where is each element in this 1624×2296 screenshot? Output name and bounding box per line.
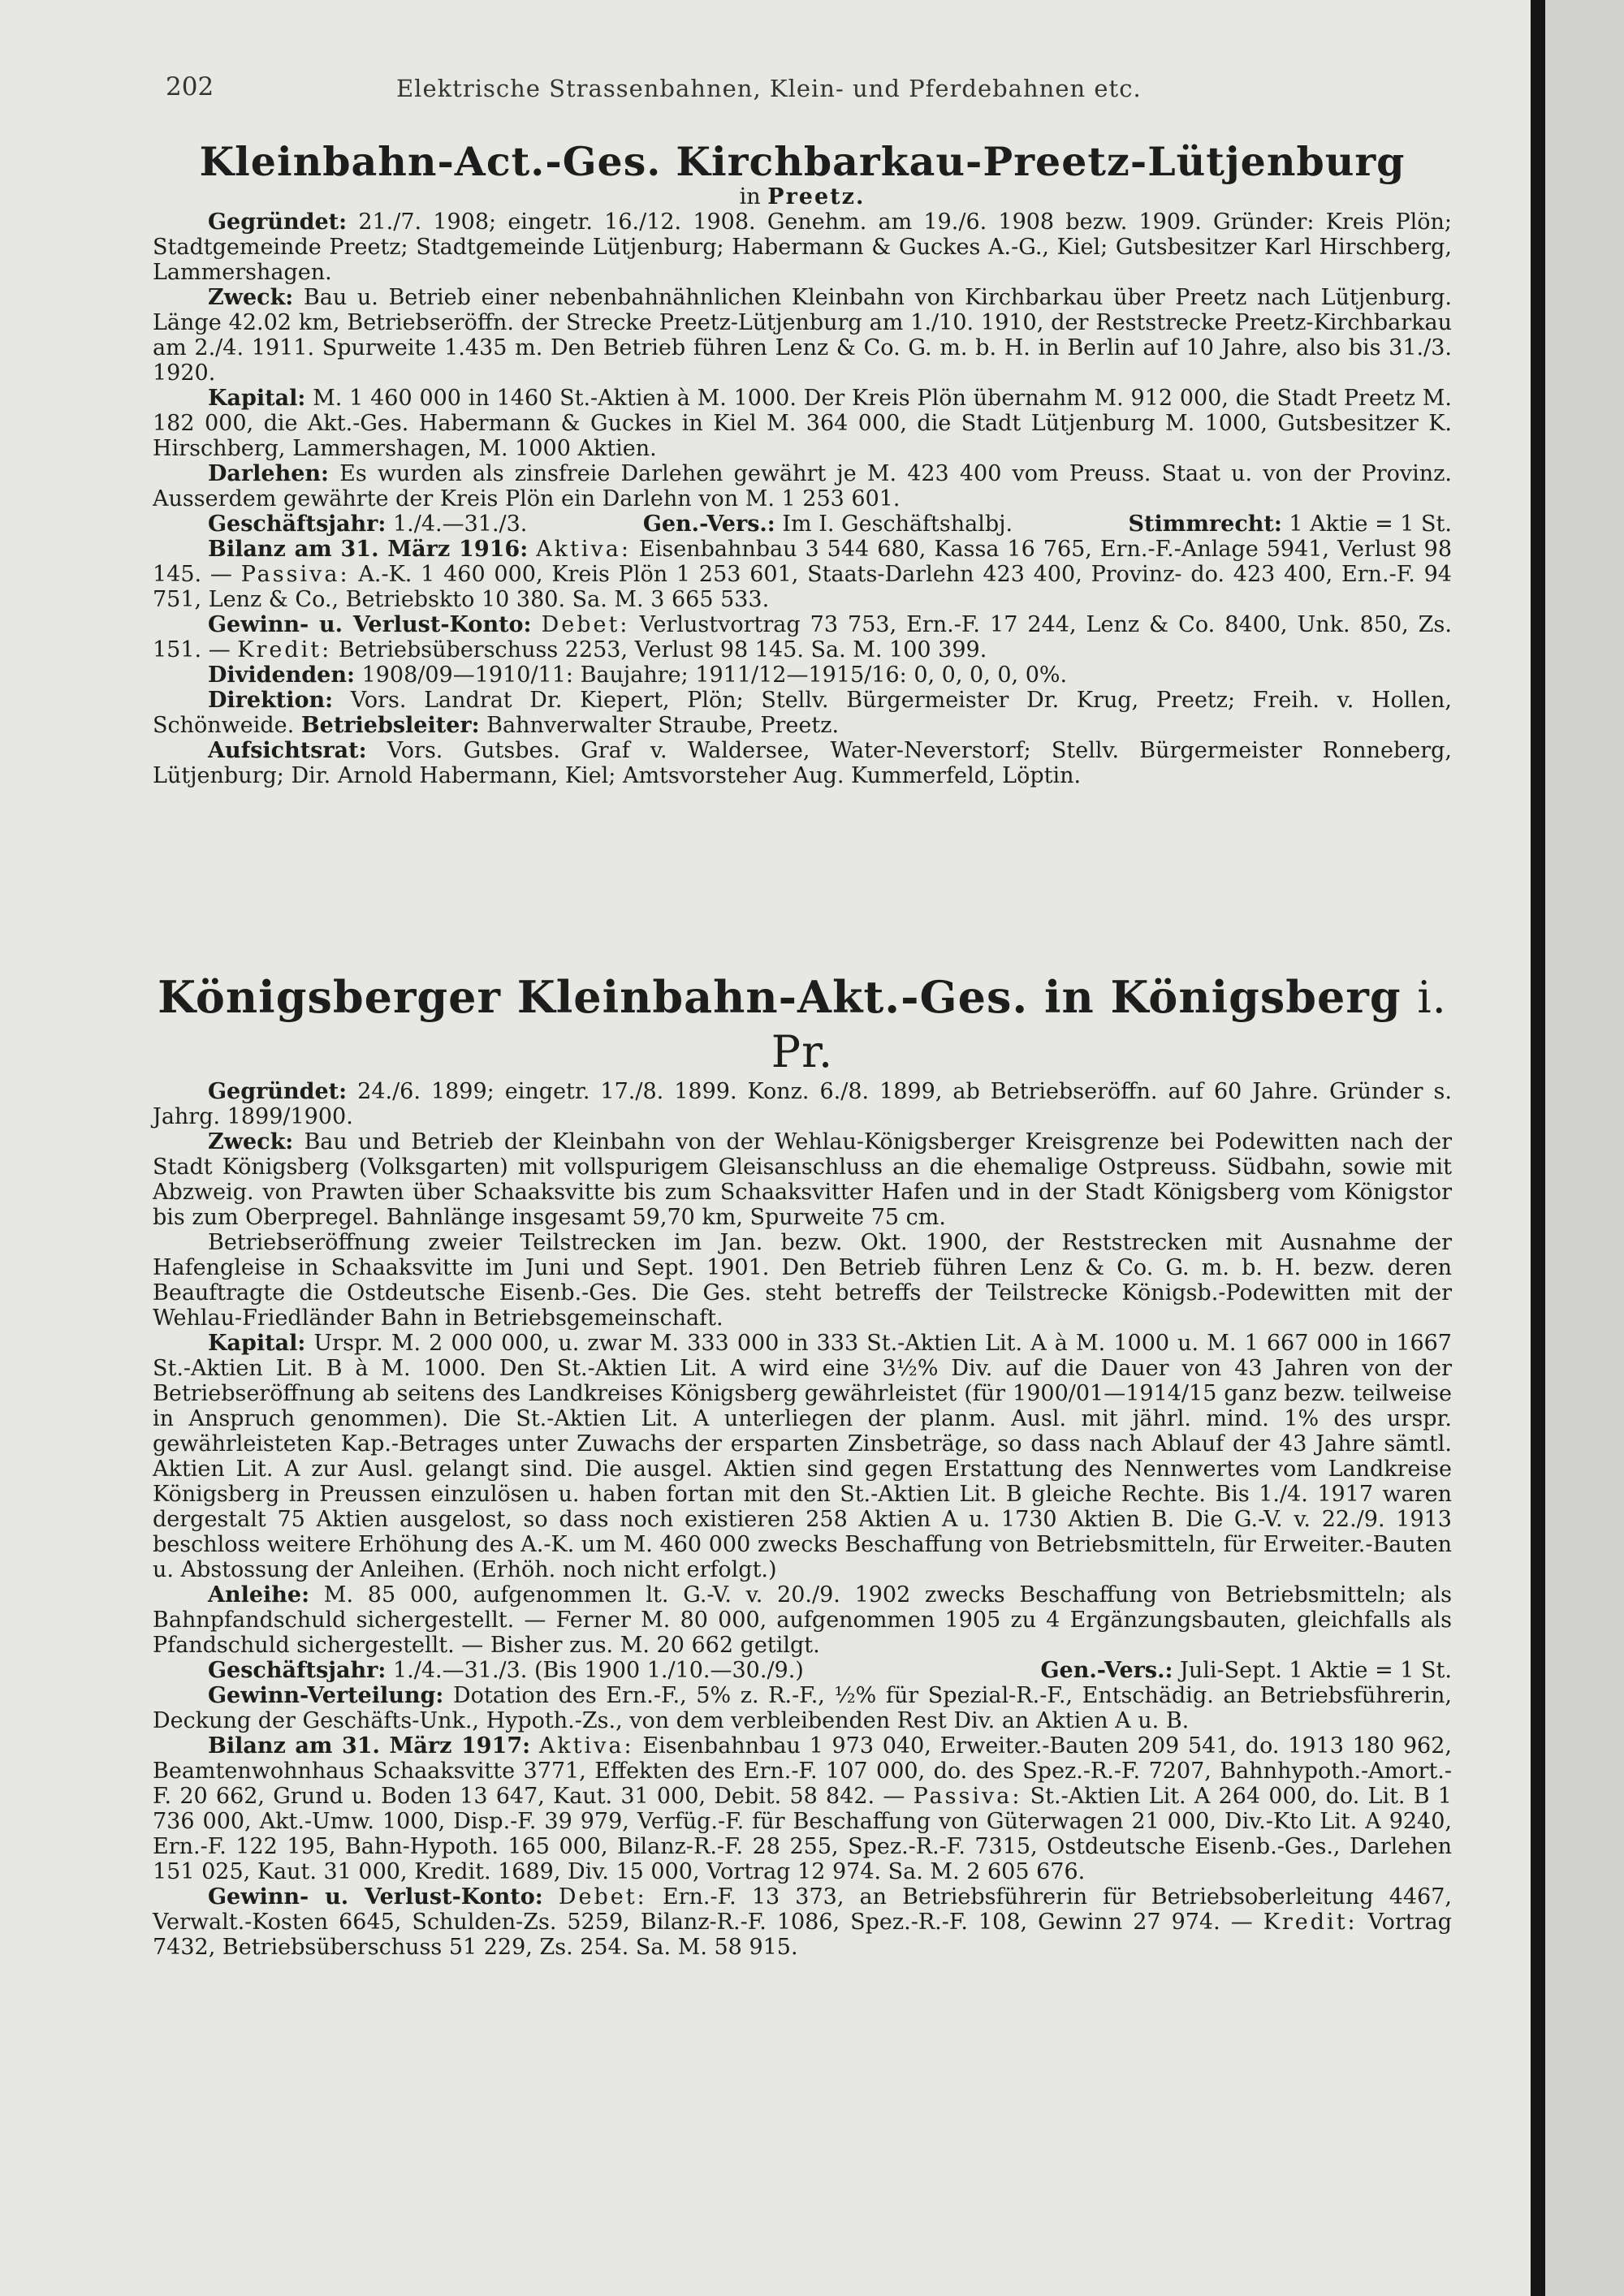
loans-paragraph: Darlehen: Es wurden als zinsfreie Darlehen gewährt je M. 423 400 vom Preuss. Staat u. von der Provinz. Ausserdem gewährte der Kreis Plön ein Darlehn von M. 1 253 601. (153, 461, 1452, 511)
location-name: Preetz. (767, 184, 866, 209)
founded-paragraph: Gegründet: 24./6. 1899; eingetr. 17./8. 1899. Konz. 6./8. 1899, ab Betriebseröffn. auf 60 Jahre. Gründer s. Jahrg. 1899/1900. (153, 1079, 1452, 1129)
purpose-paragraph: Zweck: Bau u. Betrieb einer nebenbahnähnlichen Kleinbahn von Kirchbarkau über Preetz nach Lütjenburg. Länge 42.02 km, Betriebseröffn. der Strecke Preetz-Lütjenburg am 1./10. 1910, der Reststrecke Preetz-Kirchbarkau am 2./4. 1911. Spurweite 1.435 m. Den Betrieb führen Lenz & Co. G. m. b. H. in Berlin auf 10 Jahre, also bis 31./3. 1920. (153, 285, 1452, 386)
opening-paragraph: Betriebseröffnung zweier Teilstrecken im Jan. bezw. Okt. 1900, der Reststrecken mit Ausnahme der Hafengleise in Schaaksvitte im Juni und Sept. 1901. Den Betrieb führen Lenz & Co. G. m. b. H. bezw. deren Beauftragte die Ostdeutsche Eisenb.-Ges. Die Ges. steht betreffs der Teilstrecke Königsb.-Podewitten mit der Wehlau-Friedländer Bahn in Betriebsgemeinschaft. (153, 1230, 1452, 1331)
running-head (153, 72, 1452, 107)
company-entry-koenigsberg (153, 970, 1452, 1960)
fiscal-row: Geschäftsjahr: 1./4.—31./3. Gen.-Vers.: Im I. Geschäftshalbj. Stimmrecht: 1 Aktie = 1 St. (208, 511, 1452, 537)
distribution-paragraph: Gewinn-Verteilung: Dotation des Ern.-F., 5% z. R.-F., ½% für Spezial-R.-F., Entschädig. an Betriebsführerin, Deckung der Geschäfts-Unk., Hypoth.-Zs., von dem verbleibenden Rest Div. an Aktien A u. B. (153, 1683, 1452, 1733)
book-gutter (1531, 0, 1545, 2296)
company-entry-kirchbarkau (153, 138, 1452, 788)
entry-title: Kleinbahn-Act.-Ges. Kirchbarkau-Preetz-Lütjenburg (199, 138, 1406, 185)
founded-paragraph: Gegründet: 21./7. 1908; eingetr. 16./12. 1908. Genehm. am 19./6. 1908 bezw. 1909. Gründer: Kreis Plön; Stadtgemeinde Preetz; Stadtgemeinde Lütjenburg; Habermann & Guckes A.-G., Kiel; Gutsbesitzer Karl Hirschberg, Lammershagen. (153, 209, 1452, 285)
capital-paragraph: Kapital: Urspr. M. 2 000 000, u. zwar M. 333 000 in 333 St.-Aktien Lit. A à M. 1000 u. M. 1 667 000 in 1667 St.-Aktien Lit. B à M. 1000. Den St.-Aktien Lit. A wird eine 3½% Div. auf die Dauer von 43 Jahren von der Betriebseröffnung ab seitens des Landkreises Königsberg gewährleistet (für 1900/01—1914/15 ganz bezw. teilweise in Anspruch genommen). Die St.-Aktien Lit. A unterliegen der planm. Ausl. mit jährl. mind. 1% des urspr. gewährleisteten Kap.-Betrages unter Zuwachs der ersparten Zinsbeträge, so dass nach Ablauf der 43 Jahre sämtl. Aktien Lit. A zur Ausl. gelangt sind. Die ausgel. Aktien sind gegen Erstattung des Nennwertes vom Landkreise Königsberg in Preussen einzulösen u. haben fortan mit den St.-Aktien Lit. B gleiche Rechte. Bis 1./4. 1917 waren dergestalt 75 Aktien ausgelost, so dass noch existieren 258 Aktien A u. 1730 Aktien B. Die G.-V. v. 22./9. 1913 beschloss weitere Erhöhung des A.-K. um M. 460 000 zwecks Beschaffung von Betriebsmitteln, für Erweiter.-Bauten u. Abstossung der Anleihen. (Erhöh. noch nicht erfolgt.) (153, 1331, 1452, 1582)
balance-paragraph: Bilanz am 31. März 1916: Aktiva: Eisenbahnbau 3 544 680, Kassa 16 765, Ern.-F.-Anlage 5941, Verlust 98 145. — Passiva: A.-K. 1 460 000, Kreis Plön 1 253 601, Staats-Darlehn 423 400, Provinz- do. 423 400, Ern.-F. 94 751, Lenz & Co., Betriebskto 10 380. Sa. M. 3 665 533. (153, 537, 1453, 612)
running-title: Elektrische Strassenbahnen, Klein- und Pferdebahnen etc. (396, 75, 1142, 102)
entry-title: Königsberger Kleinbahn-Akt.-Ges. in Königsberg i. Pr. (158, 971, 1447, 1077)
balance-paragraph: Bilanz am 31. März 1917: Aktiva: Eisenbahnbau 1 973 040, Erweiter.-Bauten 209 541, do. 1913 180 962, Beamtenwohnhaus Schaaksvitte 3771, Effekten des Ern.-F. 107 000, do. des Spez.-R.-F. 7207, Bahnhypoth.-Amort.-F. 20 662, Grund u. Boden 13 647, Kaut. 31 000, Debit. 58 842. — Passiva: St.-Aktien Lit. A 264 000, do. Lit. B 1 736 000, Akt.-Umw. 1000, Disp.-F. 39 979, Verfüg.-F. für Beschaffung von Güterwagen 21 000, Div.-Kto Lit. A 9240, Ern.-F. 122 195, Bahn-Hypoth. 165 000, Bilanz-R.-F. 28 255, Spez.-R.-F. 7315, Ostdeutsche Eisenb.-Ges., Darlehen 151 025, Kaut. 31 000, Kredit. 1689, Div. 15 000, Vortrag 12 974. Sa. M. 2 605 676. (153, 1733, 1452, 1884)
entry-location: in Preetz. (739, 184, 866, 209)
page-number: 202 (166, 72, 214, 101)
supervisory-paragraph: Aufsichtsrat: Vors. Gutsbes. Graf v. Waldersee, Water-Neverstorf; Stellv. Bürgermeister Ronneberg, Lütjenburg; Dir. Arnold Habermann, Kiel; Amtsvorsteher Aug. Kummerfeld, Löptin. (153, 738, 1452, 788)
dividends-paragraph: Dividenden: 1908/09—1910/11: Baujahre; 1911/12—1915/16: 0, 0, 0, 0, 0%. (208, 662, 1068, 688)
pnl-paragraph: Gewinn- u. Verlust-Konto: Debet: Verlustvortrag 73 753, Ern.-F. 17 244, Lenz & Co. 8400, Unk. 850, Zs. 151. — Kredit: Betriebsüberschuss 2253, Verlust 98 145. Sa. M. 100 399. (153, 612, 1452, 662)
pnl-paragraph: Gewinn- u. Verlust-Konto: Debet: Ern.-F. 13 373, an Betriebsführerin für Betriebsoberleitung 4467, Verwalt.-Kosten 6645, Schulden-Zs. 5259, Bilanz-R.-F. 1086, Spez.-R.-F. 108, Gewinn 27 974. — Kredit: Vortrag 7432, Betriebsüberschuss 51 229, Zs. 254. Sa. M. 58 915. (153, 1884, 1452, 1960)
purpose-paragraph: Zweck: Bau und Betrieb der Kleinbahn von der Wehlau-Königsberger Kreisgrenze bei Podewitten nach der Stadt Königsberg (Volksgarten) mit vollspurigem Gleisanschluss an die ehemalige Ostpreuss. Südbahn, sowie mit Abzweig. von Prawten über Schaaksvitte bis zum Schaaksvitter Hafen und in der Stadt Königsberg vom Königstor bis zum Oberpregel. Bahnlänge insgesamt 59,70 km, Spurweite 75 cm. (153, 1129, 1452, 1230)
adjacent-page-edge (1545, 0, 1624, 2296)
fiscal-row: Geschäftsjahr: 1./4.—31./3. (Bis 1900 1./10.—30./9.) Gen.-Vers.: Juli-Sept. 1 Aktie = 1 St. (208, 1658, 1452, 1683)
bond-paragraph: Anleihe: M. 85 000, aufgenommen lt. G.-V. v. 20./9. 1902 zwecks Beschaffung von Betriebsmitteln; als Bahnpfandschuld sichergestellt. — Ferner M. 80 000, aufgenommen 1905 zu 4 Ergänzungsbauten, gleichfalls als Pfandschuld sichergestellt. — Bisher zus. M. 20 662 getilgt. (153, 1582, 1453, 1658)
capital-paragraph: Kapital: M. 1 460 000 in 1460 St.-Aktien à M. 1000. Der Kreis Plön übernahm M. 912 000, die Stadt Preetz M. 182 000, die Akt.-Ges. Habermann & Guckes in Kiel M. 364 000, die Stadt Lütjenburg M. 1000, Gutsbesitzer K. Hirschberg, Lammershagen, M. 1000 Aktien. (153, 386, 1452, 461)
board-paragraph: Direktion: Vors. Landrat Dr. Kiepert, Plön; Stellv. Bürgermeister Dr. Krug, Preetz; Freih. v. Hollen, Schönweide. Betriebsleiter: Bahnverwalter Straube, Preetz. (153, 688, 1452, 738)
